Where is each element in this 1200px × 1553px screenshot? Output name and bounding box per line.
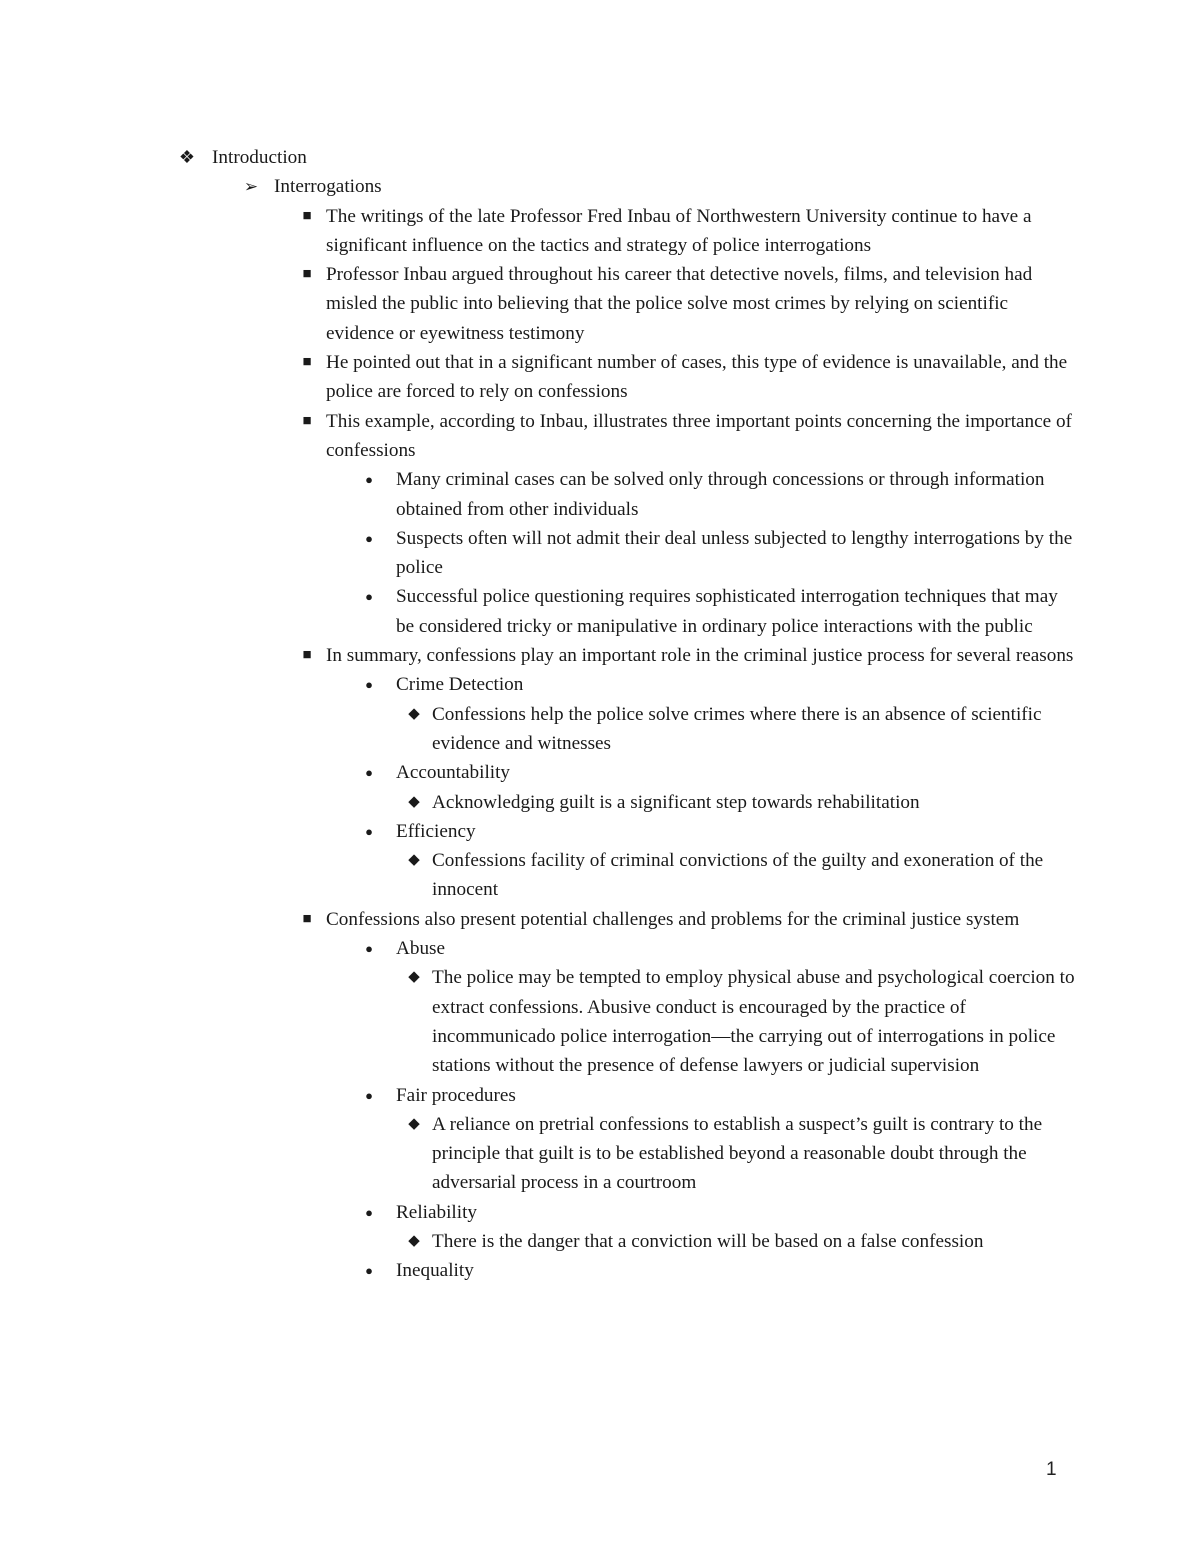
outline-item-text: Many criminal cases can be solved only through concessions or through information obtained from other individuals bbox=[396, 469, 1045, 520]
outline-item-text: Acknowledging guilt is a significant step towards rehabilitation bbox=[432, 791, 920, 813]
outline-item-text: Abuse bbox=[396, 938, 446, 960]
outline-item-level-2 bbox=[175, 202, 1075, 261]
outline-item-text: Fair procedures bbox=[396, 1084, 516, 1106]
outline-item-text: In summary, confessions play an important role in the criminal justice process for several reasons bbox=[326, 645, 1074, 667]
outline-item-level-4 bbox=[175, 963, 1075, 1080]
outline-item-level-4 bbox=[175, 700, 1075, 759]
outline-item-level-2 bbox=[175, 348, 1075, 407]
outline-item-text: Confessions also present potential challenges and problems for the criminal justice system bbox=[326, 908, 1020, 930]
outline-item-text: The police may be tempted to employ physical abuse and psychological coercion to extract confessions. Abusive conduct is encouraged by the practice of incommunicado police interrogation—the carrying out of interrogations in police stations without the presence of defense lawyers or judicial supervision bbox=[432, 967, 1075, 1077]
outline-item-text: He pointed out that in a significant number of cases, this type of evidence is unavailable, and the police are forced to rely on confessions bbox=[326, 352, 1068, 403]
square-bullet-icon: ■ bbox=[302, 647, 312, 664]
outline-item-text: Confessions facility of criminal convictions of the guilty and exoneration of the innocent bbox=[432, 850, 1044, 901]
outline-item-level-4 bbox=[175, 846, 1075, 905]
outline-item-level-3 bbox=[175, 758, 1075, 787]
diamond-bullet-icon: ◆ bbox=[408, 793, 420, 810]
outline-item-level-3 bbox=[175, 524, 1075, 583]
outline-item-text: A reliance on pretrial confessions to establish a suspect’s guilt is contrary to the principle that guilt is to be established beyond a reasonable doubt through the adversarial process in a courtroom bbox=[432, 1113, 1043, 1194]
square-bullet-icon: ■ bbox=[302, 266, 312, 283]
square-bullet-icon: ■ bbox=[302, 207, 312, 224]
outline-item-level-2 bbox=[175, 905, 1075, 934]
outline-item-level-3 bbox=[175, 465, 1075, 524]
outline-item-level-4 bbox=[175, 788, 1075, 817]
diamond-bullet-icon: ◆ bbox=[408, 1115, 420, 1132]
outline-item-text: The writings of the late Professor Fred Inbau of Northwestern University continue to have a significant influence on the tactics and strategy of police interrogations bbox=[326, 205, 1032, 256]
diamond-bullet-icon: ◆ bbox=[408, 705, 420, 722]
diamond-bullet-icon: ◆ bbox=[408, 969, 420, 986]
dot-bullet-icon: ● bbox=[365, 823, 373, 839]
outline-item-text: Successful police questioning requires sophisticated interrogation techniques that may be considered tricky or manipulative in ordinary police interactions with the public bbox=[396, 586, 1058, 637]
outline-item-level-4 bbox=[175, 1227, 1075, 1256]
dot-bullet-icon: ● bbox=[365, 530, 373, 546]
outline-item-level-2 bbox=[175, 641, 1075, 670]
outline-item-level-3 bbox=[175, 670, 1075, 699]
outline-item-text: There is the danger that a conviction will be based on a false confession bbox=[432, 1230, 984, 1252]
outline-item-text: This example, according to Inbau, illustrates three important points concerning the importance of confessions bbox=[326, 410, 1072, 461]
outline-item-level-3 bbox=[175, 1081, 1075, 1110]
outline-item-level-0 bbox=[175, 143, 1075, 172]
dot-bullet-icon: ● bbox=[365, 1087, 373, 1103]
outline-item-level-3 bbox=[175, 934, 1075, 963]
dot-bullet-icon: ● bbox=[365, 941, 373, 957]
dot-bullet-icon: ● bbox=[365, 472, 373, 488]
page-number: 1 bbox=[1046, 1459, 1057, 1480]
outline-item-level-3 bbox=[175, 582, 1075, 641]
outline-list bbox=[175, 143, 1075, 1286]
diamond-cluster-bullet-icon: ❖ bbox=[178, 147, 196, 167]
square-bullet-icon: ■ bbox=[302, 354, 312, 371]
outline-item-text: Inequality bbox=[396, 1260, 474, 1282]
square-bullet-icon: ■ bbox=[302, 910, 312, 927]
outline-item-text: Reliability bbox=[396, 1201, 478, 1223]
diamond-bullet-icon: ◆ bbox=[408, 1232, 420, 1249]
dot-bullet-icon: ● bbox=[365, 677, 373, 693]
outline-item-level-3 bbox=[175, 817, 1075, 846]
square-bullet-icon: ■ bbox=[302, 412, 312, 429]
outline-item-text: Professor Inbau argued throughout his career that detective novels, films, and television had misled the public into believing that the police solve most crimes by relying on scientific evidence or eyewitness testimony bbox=[326, 264, 1033, 344]
outline-item-level-2 bbox=[175, 260, 1075, 348]
outline-item-text: Accountability bbox=[396, 762, 511, 784]
outline-item-level-3 bbox=[175, 1198, 1075, 1227]
outline-item-text: Confessions help the police solve crimes where there is an absence of scientific evidence and witnesses bbox=[432, 703, 1042, 754]
dot-bullet-icon: ● bbox=[365, 1263, 373, 1279]
outline-item-level-3 bbox=[175, 1256, 1075, 1285]
outline-item-text: Suspects often will not admit their deal unless subjected to lengthy interrogations by the police bbox=[396, 527, 1073, 579]
dot-bullet-icon: ● bbox=[365, 589, 373, 605]
outline-item-text: Introduction bbox=[212, 147, 307, 168]
arrowhead-bullet-icon: ➢ bbox=[243, 177, 259, 197]
outline-item-level-2 bbox=[175, 407, 1075, 466]
outline-item-text: Efficiency bbox=[396, 820, 476, 842]
dot-bullet-icon: ● bbox=[365, 765, 373, 781]
outline-item-level-1 bbox=[175, 172, 1075, 201]
dot-bullet-icon: ● bbox=[365, 1204, 373, 1220]
outline-item-text: Interrogations bbox=[274, 176, 382, 198]
diamond-bullet-icon: ◆ bbox=[408, 852, 420, 869]
outline-item-text: Crime Detection bbox=[396, 674, 524, 696]
outline-item-level-4 bbox=[175, 1110, 1075, 1198]
